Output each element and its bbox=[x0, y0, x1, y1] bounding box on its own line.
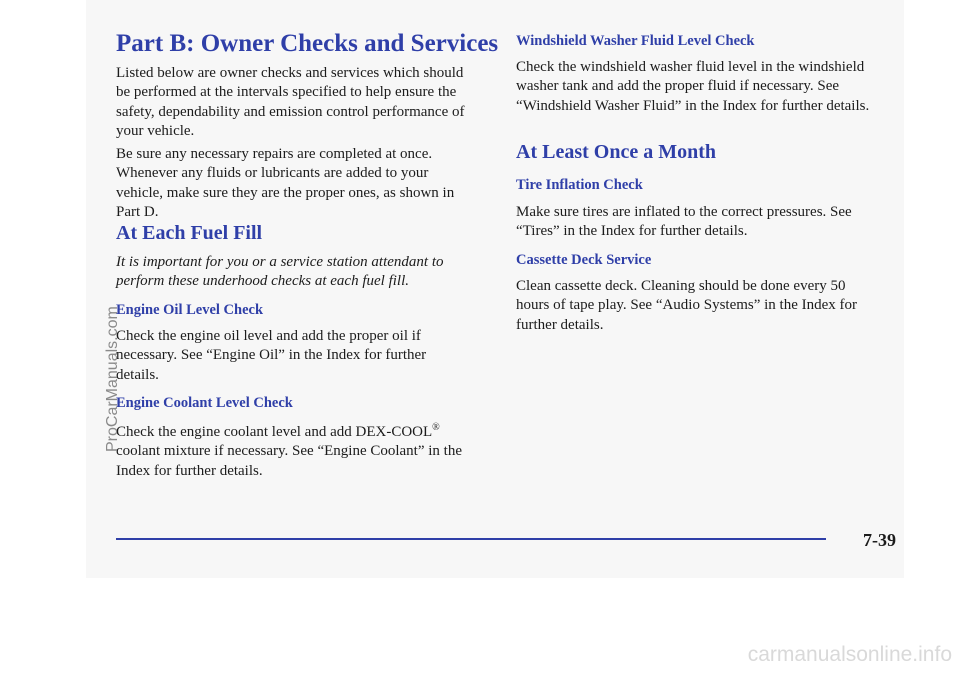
cassette-deck-heading: Cassette Deck Service bbox=[516, 252, 652, 268]
tire-inflation-heading: Tire Inflation Check bbox=[516, 177, 643, 193]
registered-mark: ® bbox=[432, 422, 440, 433]
intro-paragraph: Listed below are owner checks and services which should be performed at the intervals specified to help ensure the safety, dependability and emission control performance of your vehicle. bbox=[116, 65, 465, 139]
washer-fluid-text: Check the windshield washer fluid level in the windshield washer tank and add the proper fluid if necessary. See “Windshield Washer Fluid” in the Index for further details. bbox=[516, 59, 870, 114]
cassette-deck-text: Clean cassette deck. Cleaning should be done every 50 hours of tape play. See “Audio Systems” in the Index for further details. bbox=[516, 278, 858, 333]
fuel-fill-heading: At Each Fuel Fill bbox=[116, 222, 263, 244]
monthly-heading: At Least Once a Month bbox=[516, 141, 716, 163]
coolant-text-start: Check the engine coolant level and add DEX-COOL bbox=[116, 424, 433, 440]
fuel-fill-note: It is important for you or a service station attendant to perform these underhood checks at each fuel fill. bbox=[116, 254, 444, 290]
coolant-check-text bbox=[116, 418, 478, 481]
page-title: Part B: Owner Checks and Services bbox=[116, 30, 499, 57]
page-number: 7-39 bbox=[863, 530, 896, 550]
footer-rule bbox=[116, 538, 826, 540]
coolant-check-heading: Engine Coolant Level Check bbox=[116, 395, 293, 411]
tire-inflation-text: Make sure tires are inflated to the correct pressures. See “Tires” in the Index for further details. bbox=[516, 204, 852, 240]
oil-check-text: Check the engine oil level and add the proper oil if necessary. See “Engine Oil” in the Index for further details. bbox=[116, 328, 427, 383]
coolant-text-end: coolant mixture if necessary. See “Engine Coolant” in the Index for further details. bbox=[116, 443, 462, 479]
oil-check-heading: Engine Oil Level Check bbox=[116, 302, 264, 318]
side-watermark: ProCarManuals.com bbox=[104, 306, 121, 452]
repairs-paragraph: Be sure any necessary repairs are completed at once. Whenever any fluids or lubricants are added to your vehicle, make sure they are the proper ones, as shown in Part D. bbox=[116, 146, 455, 220]
footer-watermark: carmanualsonline.info bbox=[747, 643, 952, 666]
washer-fluid-heading: Windshield Washer Fluid Level Check bbox=[516, 33, 755, 49]
